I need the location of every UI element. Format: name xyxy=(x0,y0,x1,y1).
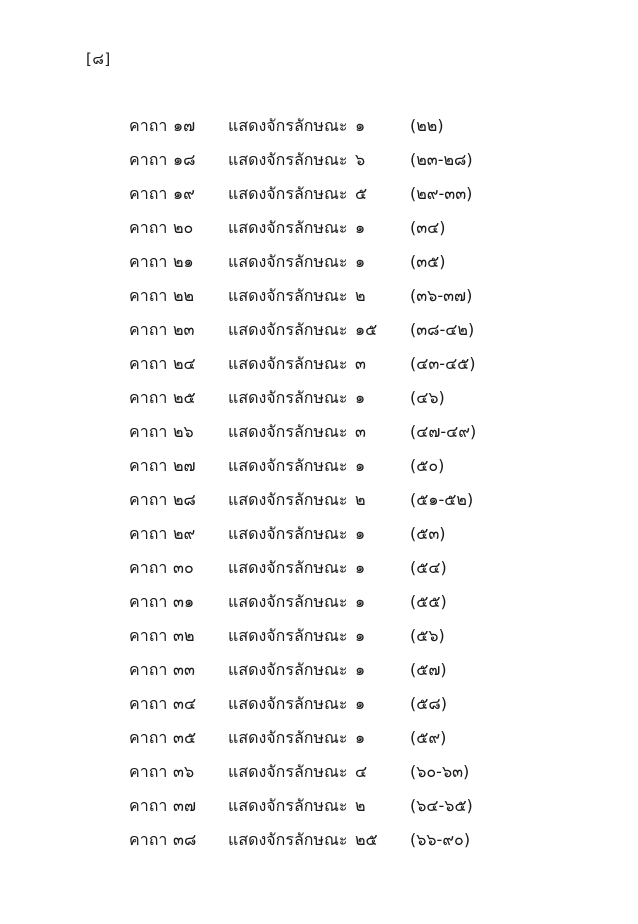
verse-word: คาถา xyxy=(129,694,168,713)
verse-description: แสดงจักรลักษณะ xyxy=(228,388,348,407)
verse-range: (๕๑-๕๒) xyxy=(410,490,474,509)
verse-row xyxy=(0,693,638,727)
verse-number: ๓๗ xyxy=(173,796,196,815)
verse-range: (๔๓-๔๕) xyxy=(410,354,476,373)
verse-count: ๒ xyxy=(355,490,366,509)
verse-count: ๑ xyxy=(355,660,366,679)
verse-row xyxy=(0,387,638,421)
verse-word: คาถา xyxy=(129,660,168,679)
verse-word: คาถา xyxy=(129,218,168,237)
verse-word: คาถา xyxy=(129,456,168,475)
verse-count: ๒ xyxy=(355,796,366,815)
verse-count: ๖ xyxy=(355,150,366,169)
verse-count: ๑ xyxy=(355,116,366,135)
verse-range: (๕๖) xyxy=(410,626,445,645)
verse-range: (๔๖) xyxy=(410,388,445,407)
verse-row xyxy=(0,761,638,795)
verse-count: ๑ xyxy=(355,524,366,543)
verse-description: แสดงจักรลักษณะ xyxy=(228,592,348,611)
verse-range: (๒๓-๒๘) xyxy=(410,150,473,169)
verse-description: แสดงจักรลักษณะ xyxy=(228,830,348,849)
verse-count: ๑ xyxy=(355,592,366,611)
verse-word: คาถา xyxy=(129,422,168,441)
verse-word: คาถา xyxy=(129,830,168,849)
verse-word: คาถา xyxy=(129,150,168,169)
verse-range: (๕๓) xyxy=(410,524,446,543)
verse-description: แสดงจักรลักษณะ xyxy=(228,524,348,543)
verse-count: ๕ xyxy=(355,184,368,203)
verse-range: (๓๔) xyxy=(410,218,446,237)
verse-description: แสดงจักรลักษณะ xyxy=(228,184,348,203)
verse-row xyxy=(0,829,638,863)
verse-number: ๒๘ xyxy=(173,490,196,509)
verse-number: ๒๖ xyxy=(173,422,194,441)
verse-description: แสดงจักรลักษณะ xyxy=(228,218,348,237)
verse-row xyxy=(0,659,638,693)
verse-description: แสดงจักรลักษณะ xyxy=(228,116,348,135)
verse-range: (๔๗-๔๙) xyxy=(410,422,477,441)
verse-number: ๓๑ xyxy=(173,592,195,611)
verse-word: คาถา xyxy=(129,354,168,373)
verse-range: (๓๖-๓๗) xyxy=(410,286,473,305)
verse-count: ๑ xyxy=(355,252,366,271)
verse-range: (๓๘-๔๒) xyxy=(410,320,475,339)
verse-count: ๓ xyxy=(355,354,366,373)
verse-row xyxy=(0,795,638,829)
verse-row xyxy=(0,455,638,489)
verse-count: ๑ xyxy=(355,558,366,577)
verse-word: คาถา xyxy=(129,490,168,509)
verse-range: (๕๕) xyxy=(410,592,447,611)
verse-row xyxy=(0,727,638,761)
verse-number: ๒๑ xyxy=(173,252,194,271)
verse-description: แสดงจักรลักษณะ xyxy=(228,252,348,271)
verse-row xyxy=(0,523,638,557)
verse-word: คาถา xyxy=(129,320,168,339)
verse-number: ๓๕ xyxy=(173,728,197,747)
verse-range: (๕๗) xyxy=(410,660,447,679)
verse-number: ๓๖ xyxy=(173,762,195,781)
verse-row xyxy=(0,319,638,353)
verse-list xyxy=(0,115,638,863)
verse-count: ๓ xyxy=(355,422,366,441)
verse-number: ๑๘ xyxy=(173,150,196,169)
verse-number: ๓๒ xyxy=(173,626,195,645)
verse-range: (๕๘) xyxy=(410,694,447,713)
verse-count: ๑๕ xyxy=(355,320,378,339)
verse-range: (๕๙) xyxy=(410,728,447,747)
verse-number: ๒๙ xyxy=(173,524,196,543)
verse-description: แสดงจักรลักษณะ xyxy=(228,694,348,713)
verse-word: คาถา xyxy=(129,252,168,271)
verse-count: ๑ xyxy=(355,694,366,713)
verse-row xyxy=(0,251,638,285)
verse-number: ๒๕ xyxy=(173,388,196,407)
verse-row xyxy=(0,285,638,319)
page-number: [๘] xyxy=(86,50,111,68)
verse-description: แสดงจักรลักษณะ xyxy=(228,490,348,509)
verse-number: ๒๒ xyxy=(173,286,195,305)
verse-description: แสดงจักรลักษณะ xyxy=(228,796,348,815)
verse-word: คาถา xyxy=(129,796,168,815)
verse-row xyxy=(0,353,638,387)
verse-description: แสดงจักรลักษณะ xyxy=(228,660,348,679)
verse-description: แสดงจักรลักษณะ xyxy=(228,286,348,305)
verse-description: แสดงจักรลักษณะ xyxy=(228,558,348,577)
verse-word: คาถา xyxy=(129,286,168,305)
verse-count: ๒ xyxy=(355,286,366,305)
verse-word: คาถา xyxy=(129,558,168,577)
verse-range: (๕๐) xyxy=(410,456,445,475)
verse-number: ๓๔ xyxy=(173,694,197,713)
verse-row xyxy=(0,489,638,523)
verse-word: คาถา xyxy=(129,116,168,135)
verse-range: (๖๖-๙๐) xyxy=(410,830,471,849)
verse-number: ๒๔ xyxy=(173,354,196,373)
verse-count: ๒๕ xyxy=(355,830,378,849)
verse-row xyxy=(0,625,638,659)
verse-description: แสดงจักรลักษณะ xyxy=(228,320,348,339)
verse-row xyxy=(0,557,638,591)
verse-count: ๑ xyxy=(355,456,366,475)
verse-description: แสดงจักรลักษณะ xyxy=(228,422,348,441)
verse-description: แสดงจักรลักษณะ xyxy=(228,354,348,373)
verse-range: (๓๕) xyxy=(410,252,446,271)
verse-row xyxy=(0,217,638,251)
verse-range: (๒๒) xyxy=(410,116,444,135)
verse-row xyxy=(0,591,638,625)
verse-number: ๓๓ xyxy=(173,660,195,679)
verse-number: ๑๗ xyxy=(173,116,196,135)
verse-count: ๑ xyxy=(355,218,366,237)
verse-row xyxy=(0,421,638,455)
verse-row xyxy=(0,149,638,183)
verse-word: คาถา xyxy=(129,592,168,611)
verse-range: (๕๔) xyxy=(410,558,447,577)
verse-row xyxy=(0,115,638,149)
verse-description: แสดงจักรลักษณะ xyxy=(228,762,348,781)
verse-range: (๒๙-๓๓) xyxy=(410,184,473,203)
verse-number: ๑๙ xyxy=(173,184,195,203)
verse-word: คาถา xyxy=(129,728,168,747)
verse-number: ๓๘ xyxy=(173,830,197,849)
verse-description: แสดงจักรลักษณะ xyxy=(228,456,348,475)
verse-description: แสดงจักรลักษณะ xyxy=(228,150,348,169)
verse-description: แสดงจักรลักษณะ xyxy=(228,626,348,645)
verse-count: ๑ xyxy=(355,728,366,747)
verse-number: ๒๗ xyxy=(173,456,196,475)
verse-count: ๔ xyxy=(355,762,368,781)
verse-count: ๑ xyxy=(355,626,366,645)
verse-word: คาถา xyxy=(129,184,168,203)
verse-number: ๓๐ xyxy=(173,558,194,577)
verse-range: (๖๐-๖๓) xyxy=(410,762,470,781)
verse-range: (๖๔-๖๕) xyxy=(410,796,473,815)
verse-word: คาถา xyxy=(129,388,168,407)
verse-word: คาถา xyxy=(129,524,168,543)
verse-number: ๒๓ xyxy=(173,320,195,339)
verse-count: ๑ xyxy=(355,388,366,407)
verse-word: คาถา xyxy=(129,626,168,645)
verse-description: แสดงจักรลักษณะ xyxy=(228,728,348,747)
verse-row xyxy=(0,183,638,217)
verse-number: ๒๐ xyxy=(173,218,194,237)
verse-word: คาถา xyxy=(129,762,168,781)
